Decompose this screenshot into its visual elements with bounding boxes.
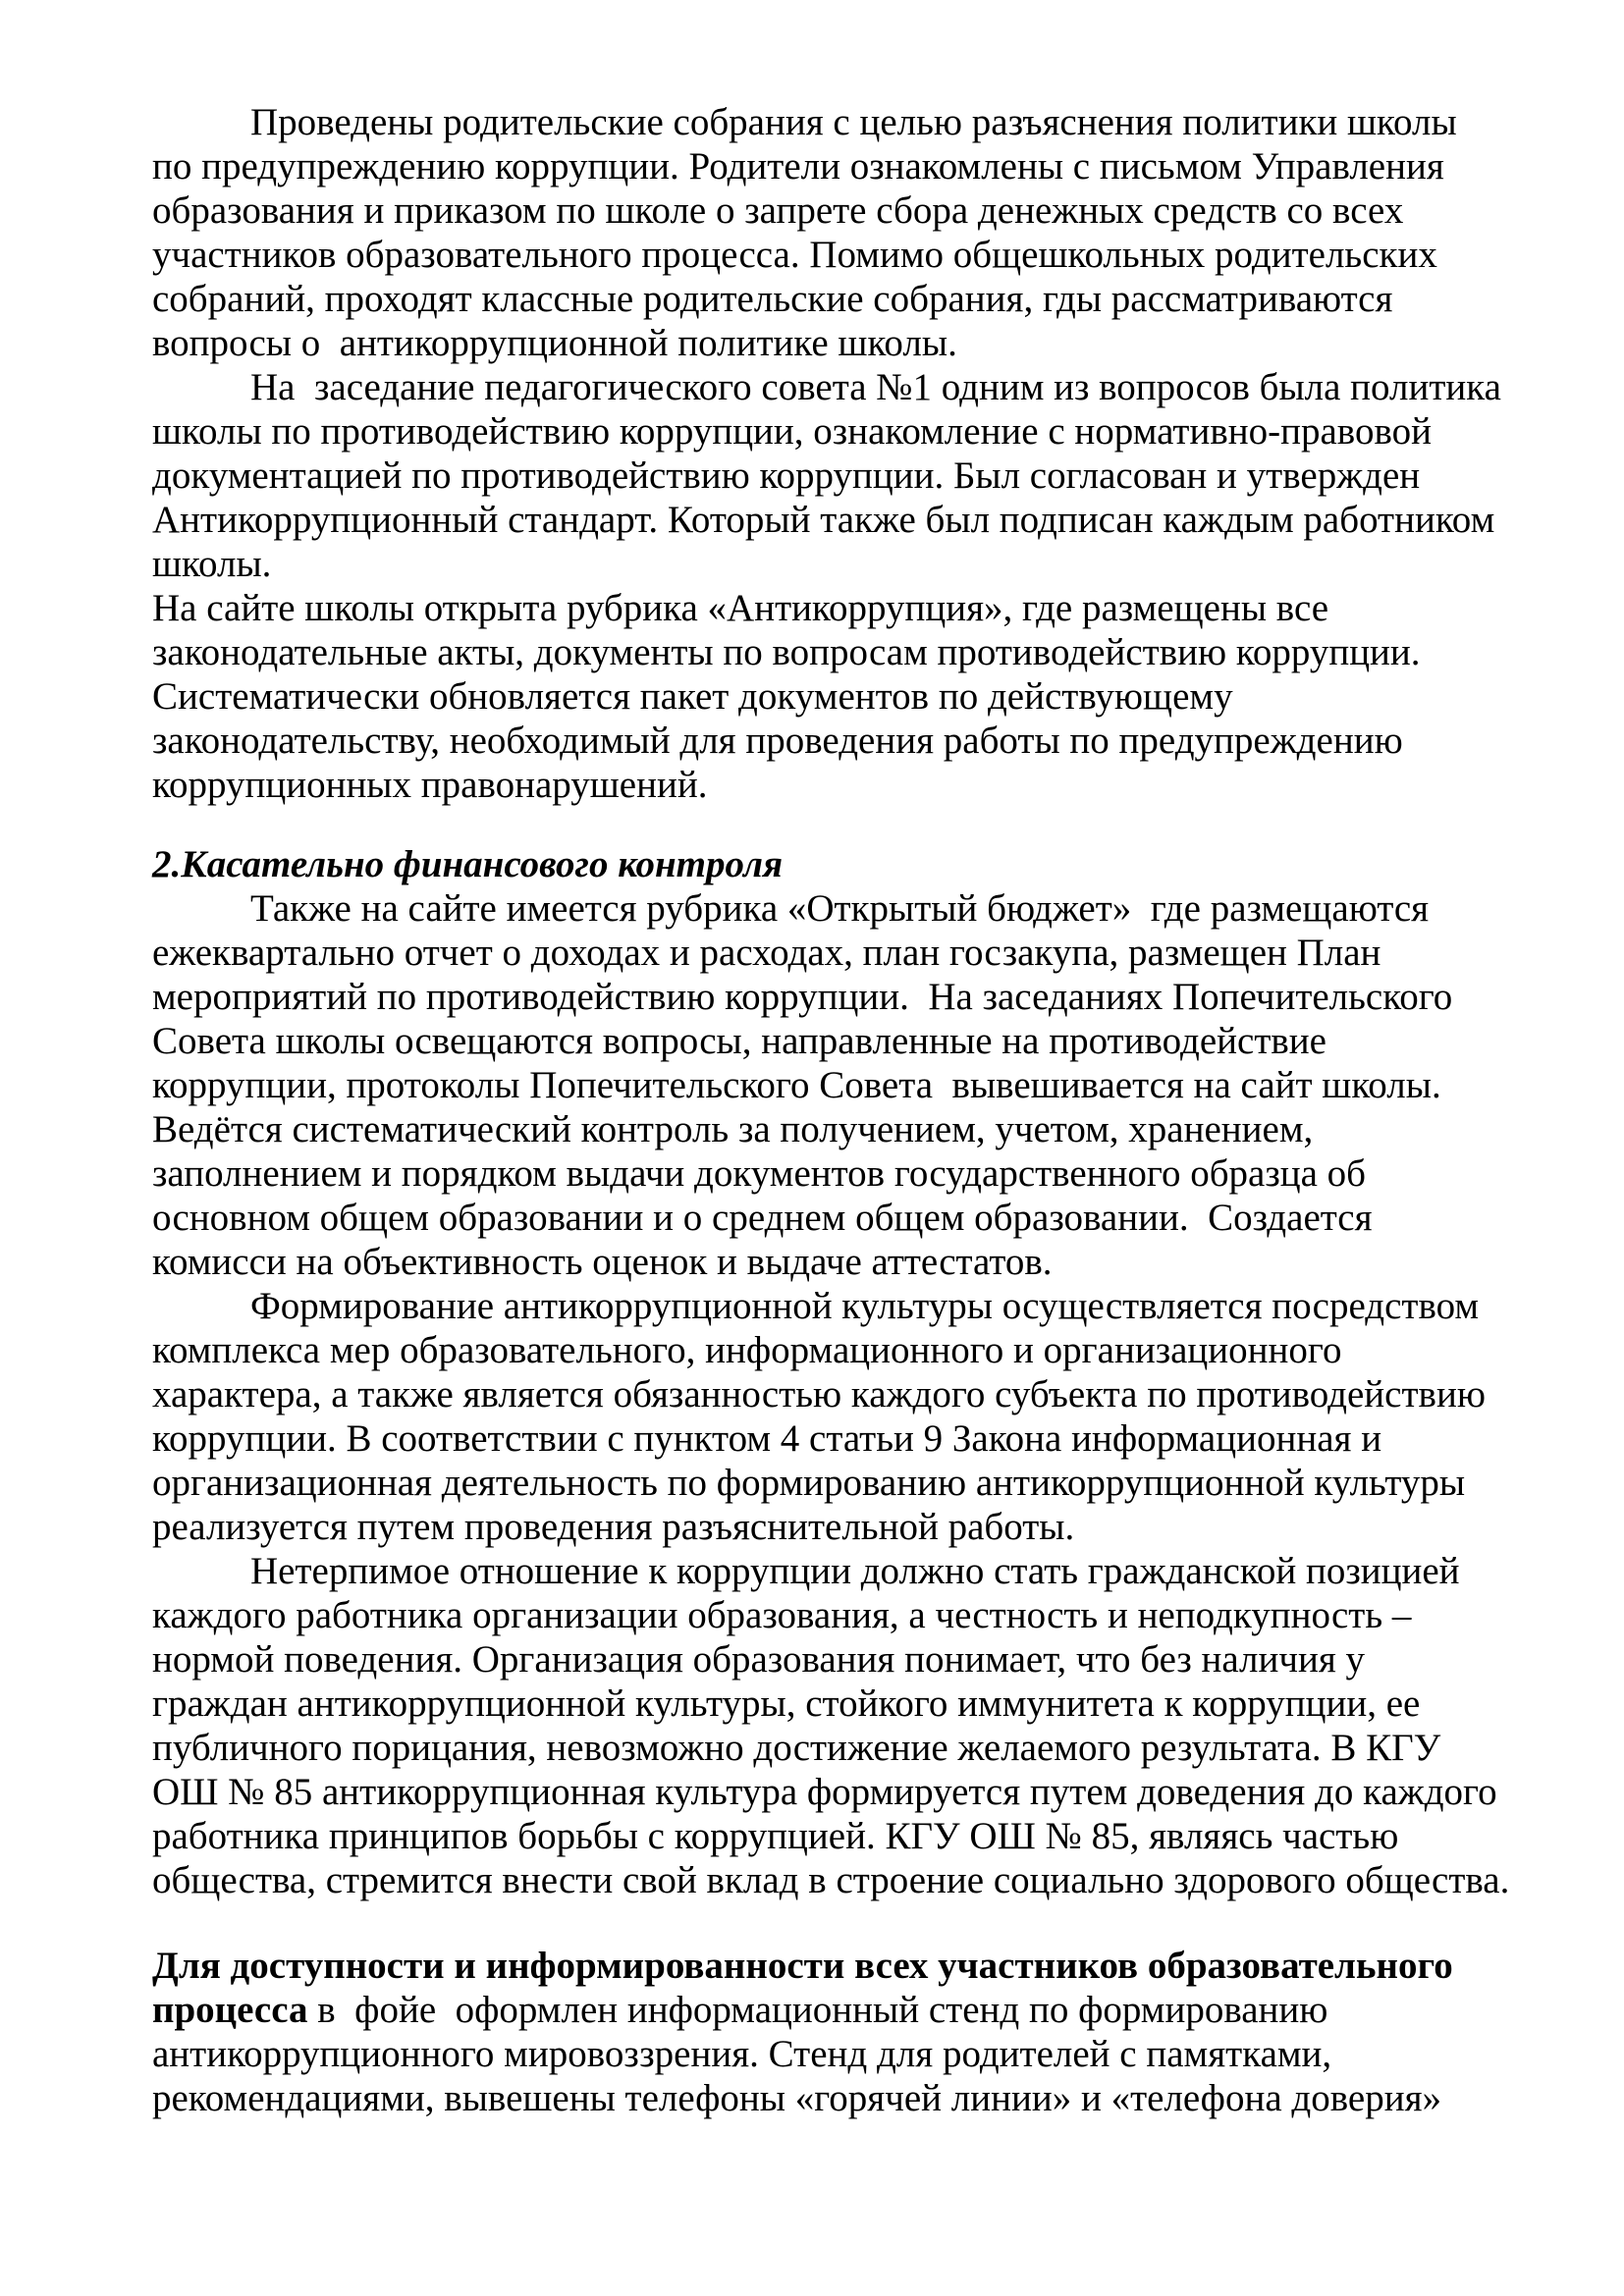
paragraph	[152, 100, 1519, 365]
text-run: документацией по противодействию коррупции. Был согласован и утвержден	[152, 454, 1421, 497]
text-run: законодательству, необходимый для проведения работы по предупреждению	[152, 720, 1403, 762]
paragraph	[152, 1944, 1519, 2120]
text-run: школы по противодействию коррупции, ознакомление с нормативно-правовой	[152, 410, 1432, 453]
document-content	[152, 100, 1519, 2120]
text-line	[152, 1416, 1519, 1461]
paragraph	[152, 886, 1519, 1284]
text-run: ежеквартально отчет о доходах и расходах, план госзакупа, размещен План	[152, 932, 1381, 974]
text-line	[152, 674, 1519, 719]
text-line	[152, 365, 1519, 409]
text-run: образования и приказом по школе о запрете сбора денежных средств со всех	[152, 189, 1404, 232]
text-line	[152, 886, 1519, 931]
text-line	[152, 144, 1519, 188]
text-line	[152, 1284, 1519, 1328]
text-line	[152, 1682, 1519, 1726]
text-line	[152, 321, 1519, 365]
text-line	[152, 1944, 1519, 1988]
text-line	[152, 931, 1519, 975]
text-run: коррупционных правонарушений.	[152, 764, 708, 806]
text-run: школы.	[152, 543, 272, 585]
text-run: основном общем образовании и о среднем общем образовании. Создается	[152, 1197, 1373, 1239]
text-run: Антикоррупционный стандарт. Который также был подписан каждым работником	[152, 499, 1495, 541]
text-run: каждого работника организации образования, а честность и неподкупность –	[152, 1594, 1412, 1636]
text-line	[152, 2076, 1519, 2120]
text-run: нормой поведения. Организация образования понимает, что без наличия у	[152, 1638, 1366, 1681]
text-line	[152, 1726, 1519, 1770]
text-run: На сайте школы открыта рубрика «Антикоррупция», где размещены все	[152, 587, 1329, 629]
text-run: Проведены родительские собрания с целью разъяснения политики школы	[250, 101, 1457, 143]
text-run: Формирование антикоррупционной культуры осуществляется посредством	[250, 1285, 1480, 1327]
text-run: На заседание педагогического совета №1 одним из вопросов была политика	[250, 366, 1501, 408]
text-line	[152, 454, 1519, 498]
text-run: антикоррупционного мировоззрения. Стенд для родителей с памятками,	[152, 2033, 1332, 2075]
text-line	[152, 1196, 1519, 1240]
text-run: комисси на объективность оценок и выдаче аттестатов.	[152, 1241, 1053, 1283]
text-line	[152, 1328, 1519, 1372]
text-run: заполнением и порядком выдачи документов государственного образца об	[152, 1152, 1367, 1195]
text-line	[152, 1814, 1519, 1858]
text-run: по предупреждению коррупции. Родители ознакомлены с письмом Управления	[152, 145, 1444, 187]
text-run: комплекса мер образовательного, информационного и организационного	[152, 1329, 1342, 1371]
text-line	[152, 1372, 1519, 1416]
text-run: Систематически обновляется пакет документов по действующему	[152, 675, 1233, 718]
text-run: 2.Касательно финансового контроля	[152, 843, 784, 885]
text-run: граждан антикоррупционной культуры, стойкого иммунитета к коррупции, ее	[152, 1682, 1421, 1725]
text-line	[152, 842, 1519, 886]
text-line	[152, 1770, 1519, 1814]
text-run: общества, стремится внести свой вклад в строение социально здорового общества.	[152, 1859, 1510, 1901]
text-run: в фойе оформлен информационный стенд по формированию	[307, 1989, 1328, 2031]
text-run: характера, а также является обязанностью каждого субъекта по противодействию	[152, 1373, 1486, 1415]
text-run: Ведётся систематический контроль за получением, учетом, хранением,	[152, 1108, 1314, 1150]
text-run: участников образовательного процесса. Помимо общешкольных родительских	[152, 234, 1437, 276]
text-run: коррупции. В соответствии с пунктом 4 статьи 9 Закона информационная и	[152, 1417, 1382, 1460]
paragraph	[152, 1284, 1519, 1549]
text-line	[152, 1461, 1519, 1505]
text-line	[152, 975, 1519, 1019]
text-line	[152, 498, 1519, 542]
text-line	[152, 188, 1519, 233]
paragraph	[152, 1549, 1519, 1902]
text-line	[152, 586, 1519, 630]
text-run: мероприятий по противодействию коррупции. На заседаниях Попечительского	[152, 976, 1453, 1018]
text-line	[152, 719, 1519, 763]
text-line	[152, 1240, 1519, 1284]
text-line	[152, 1019, 1519, 1063]
bold-text-run: процесса	[152, 1989, 308, 2031]
text-run: Совета школы освещаются вопросы, направленные на противодействие	[152, 1020, 1326, 1062]
paragraph	[152, 586, 1519, 807]
text-run: коррупции, протоколы Попечительского Совета вывешивается на сайт школы.	[152, 1064, 1441, 1106]
text-line	[152, 233, 1519, 277]
text-line	[152, 1637, 1519, 1682]
text-run: собраний, проходят классные родительские собрания, гды рассматриваются	[152, 278, 1393, 320]
text-run: Нетерпимое отношение к коррупции должно стать гражданской позицией	[250, 1550, 1460, 1592]
text-run: реализуется путем проведения разъяснительной работы.	[152, 1506, 1075, 1548]
text-run: ОШ № 85 антикоррупционная культура формируется путем доведения до каждого	[152, 1771, 1497, 1813]
text-line	[152, 277, 1519, 321]
text-line	[152, 1063, 1519, 1107]
text-line	[152, 763, 1519, 807]
text-line	[152, 630, 1519, 674]
text-run: организационная деятельность по формированию антикоррупционной культуры	[152, 1462, 1466, 1504]
text-line	[152, 1858, 1519, 1902]
section-heading	[152, 842, 1519, 886]
text-run: работника принципов борьбы с коррупцией. КГУ ОШ № 85, являясь частью	[152, 1815, 1399, 1857]
text-line	[152, 1593, 1519, 1637]
text-line	[152, 409, 1519, 454]
text-line	[152, 1988, 1519, 2032]
text-run: законодательные акты, документы по вопросам противодействию коррупции.	[152, 631, 1421, 673]
bold-text-run: Для доступности и информированности всех участников образовательного	[152, 1945, 1453, 1987]
text-run: вопросы о антикоррупционной политике школы.	[152, 322, 957, 364]
paragraph	[152, 365, 1519, 586]
text-run: Также на сайте имеется рубрика «Открытый бюджет» где размещаются	[250, 887, 1430, 930]
text-line	[152, 2032, 1519, 2076]
text-line	[152, 100, 1519, 144]
text-line	[152, 1107, 1519, 1151]
text-line	[152, 1151, 1519, 1196]
text-run: рекомендациями, вывешены телефоны «горячей линии» и «телефона доверия»	[152, 2077, 1442, 2119]
text-line	[152, 542, 1519, 586]
text-line	[152, 1549, 1519, 1593]
text-line	[152, 1505, 1519, 1549]
text-run: публичного порицания, невозможно достижение желаемого результата. В КГУ	[152, 1727, 1441, 1769]
